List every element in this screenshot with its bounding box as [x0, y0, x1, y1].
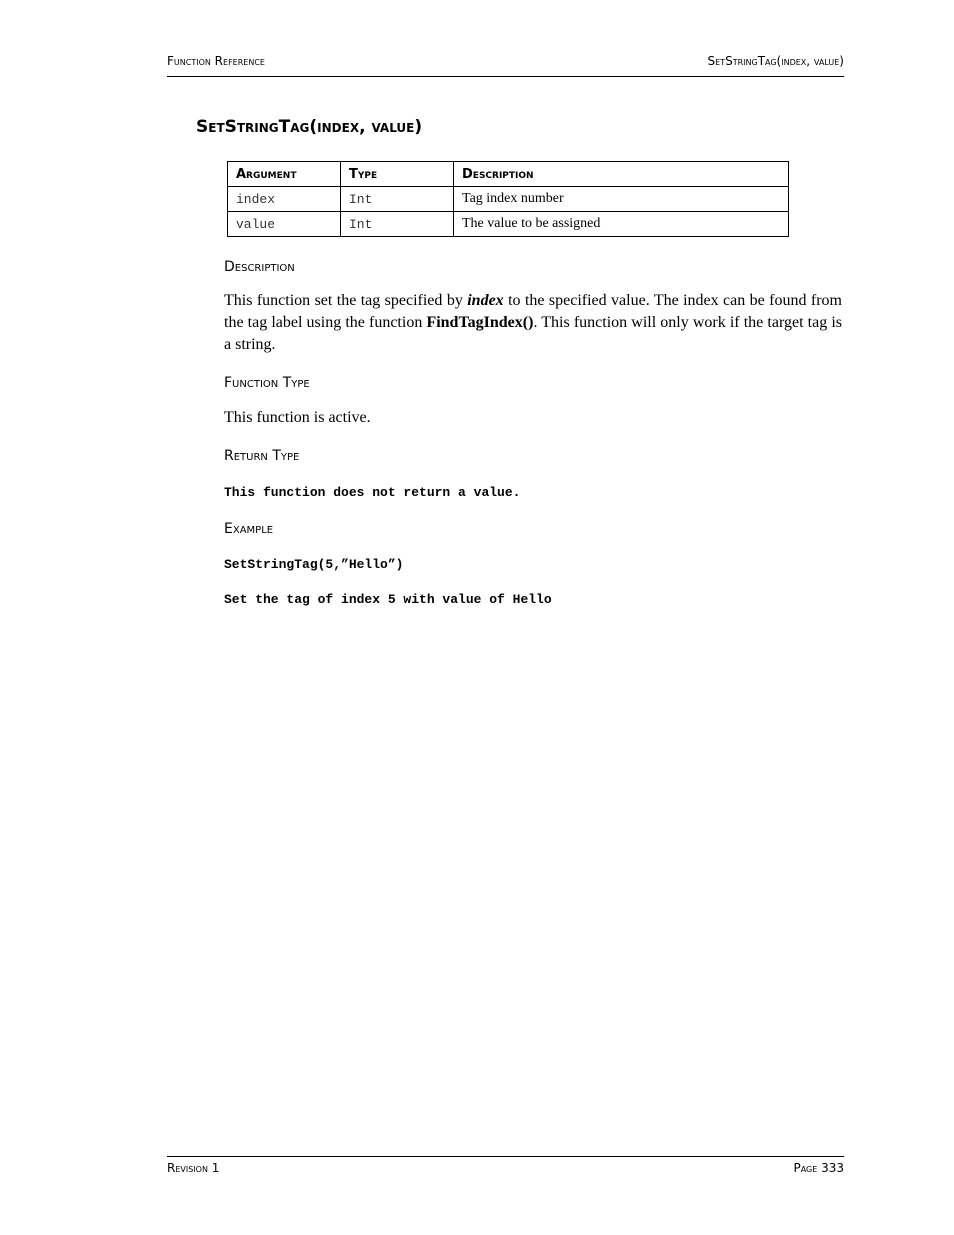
page-title: SetStringTag(index, value) — [196, 117, 423, 137]
description-cell: Tag index number — [454, 187, 789, 212]
example-explanation: Set the tag of index 5 with value of Hello — [224, 592, 552, 607]
function-name: FindTagIndex() — [426, 314, 534, 331]
table-header-row — [228, 162, 789, 187]
footer-revision: Revision 1 — [167, 1161, 220, 1175]
type-cell: Int — [341, 187, 454, 212]
description-heading: Description — [224, 259, 295, 275]
function-type-text: This function is active. — [224, 409, 371, 426]
argument-table — [227, 161, 789, 237]
type-cell: Int — [341, 212, 454, 237]
header-right: SetStringTag(index, value) — [707, 54, 844, 68]
argument-cell: index — [228, 187, 341, 212]
description-paragraph — [224, 290, 842, 356]
column-header: Type — [341, 162, 454, 187]
description-cell: The value to be assigned — [454, 212, 789, 237]
example-code: SetStringTag(5,”Hello”) — [224, 557, 404, 572]
column-header: Description — [454, 162, 789, 187]
description-emphasis: index — [467, 292, 504, 309]
return-type-heading: Return Type — [224, 448, 300, 464]
return-type-text: This function does not return a value. — [224, 485, 521, 500]
footer-rule — [167, 1156, 844, 1157]
example-heading: Example — [224, 521, 274, 537]
description-text: This function set the tag specified by — [224, 292, 468, 309]
footer-page-number: Page 333 — [793, 1161, 844, 1175]
column-header: Argument — [228, 162, 341, 187]
description-text: to the specified value. The index can be found from the tag label using the function — [224, 292, 842, 331]
page-header — [167, 54, 844, 68]
description-text: . This function will only work if the target tag is a string. — [224, 314, 842, 353]
table-row — [228, 212, 789, 237]
argument-cell: value — [228, 212, 341, 237]
header-left: Function Reference — [167, 54, 265, 68]
table-row — [228, 187, 789, 212]
header-rule — [167, 76, 844, 77]
page-footer — [167, 1161, 844, 1175]
function-type-heading: Function Type — [224, 375, 310, 391]
